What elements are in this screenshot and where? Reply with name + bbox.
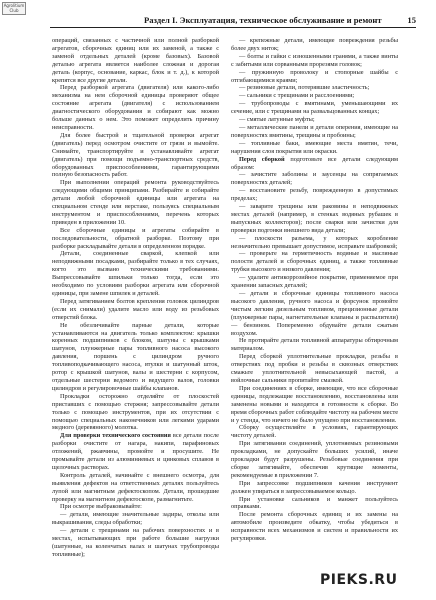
dash-list-item: — смятые латунные муфты; — [239, 116, 315, 124]
paragraph: Для более быстрой и тщательной проверки агрегат (двигатель) перед осмотром очистите от грязи и вымойте. Снимайте, транспортируйте и устанавливайте агрегат (двигатель) при помощи подъемно-транспортных средств, оборудованных приспособлениями, гарантирующими полную безопасность работ. — [52, 131, 219, 179]
left-text-column — [52, 37, 219, 592]
bold-lead-in: Перед сборкой — [239, 155, 285, 163]
paragraph-text: подготовьте все детали следующим образом: — [231, 155, 398, 171]
dash-list-item: — удалите антикоррозийное покрытие, применяемое при хранении запасных деталей; — [231, 274, 398, 290]
paragraph — [52, 432, 219, 472]
paragraph: Перед разборкой агрегата (двигателя) или какого-либо механизма на нем сборочной единицы проверяют общее состояние агрегата (двигателя) с использованием диагностического оборудования и собирают как можно больше данных о нем. Это поможет определить причину неисправности. — [52, 84, 219, 131]
dash-list-item: — сальники с трещинами и расслоениями; — [239, 92, 355, 100]
paragraph: Не протирайте детали топливной аппаратуры обтирочным материалом. — [231, 337, 398, 353]
paragraph: Детали, соединенные сваркой, клепкой или неподвижными посадками, разбирайте только в тех случаях, когто это вызвано техническими требованиями. Выпрессовывайте шпильки только тогда, если это необходимо по условиям разборки агрегата или сборочной единицы, при замене шпилек и деталей. — [52, 250, 219, 297]
dash-list-item: — детали с трещинами на рабочих поверхностях и в местах, испытывающих при работе большие нагрузки (шатунные, на коленчатых валах и шатунах трубопроводы топливные); — [52, 527, 219, 558]
page-number: 15 — [407, 15, 416, 25]
dash-list-item: — заварите трещины или раковины в неподвижных местах деталей (например, в стенках водяных рубашек в выпускных коллекторов); после сварки или зачистки для проверки подгонки внешнего вида детали; — [231, 203, 398, 234]
paragraph: При запрессовке подшипников качения инструмент должен упираться в запрессовываемое кольцо. — [231, 479, 398, 495]
dash-list-item: — топливные баки, имеющие места вмятин, течи, нарушения слоя покрытия или окраски. — [231, 139, 398, 155]
dash-list-item: — проверьте на герметичность водяные и масляные полости деталей и сборочных единиц, а также топливные трубки высокого и низкого давления; — [231, 250, 398, 274]
section-title: Раздел I. Эксплуатация, техническое обслуживание и ремонт — [144, 15, 382, 25]
site-watermark: PIEKS.RU — [320, 572, 398, 588]
paragraph: Перед сборкой уплотнительные прокладки, резьбы в отверстиях под пробки и резьбы в сквозных отверстиях смажьте уплотнительной невысыхающей пастой, а войлочные сальники пропитайте смазкой. — [231, 353, 398, 384]
paragraph — [231, 156, 398, 172]
paragraph: Перед затягиванием болтов крепления головок цилиндров (если их снимали) удалите масло или воду из резьбовых отверстий блока. — [52, 297, 219, 321]
paragraph: Контроль деталей, начинайте с внешнего осмотра, для выявления дефектов на ответственных деталях пользуйтесь лупой или магнитным дефектоскопом. Детали, прошедшие проверку на магнитном дефектоскопе, размагнитьте. — [52, 471, 219, 503]
paragraph: Прокладки осторожно отделяйте от плоскостей приставших с помощью стержня; запрессовывайте детали только с помощью инструментов, при их отсутствии с помощью специальных наконечников или легкими ударами медного (деревянного) молотка. — [52, 392, 219, 432]
paragraph: Не обезличивайте парные детали, которые устанавливаются на двигатель только комплектом: крышки коренных подшипников с блоком, шатуны с крышками шатунов, плунжерные пары топливного насоса высокого давления, поршень с цилиндром ручного топливоподкачивающего насоса, втулки и шатунный шток, ротор с крышкой шатунов, валы и шестерни с корпусом, отдельные шестерни ведомого и ведущего валов, головки цилиндров и регулировочные шайбы клапанов. — [52, 321, 219, 392]
paragraph: Сборку осуществляйте в условиях, гарантирующих чистоту деталей. — [231, 424, 398, 440]
dash-list-item: — детали, имеющие значительные задиры, отколы или выкрашивания, следы обработки; — [52, 511, 219, 527]
paragraph: При соединениях в сборке, имеющие, что все сборочные единицы, подлежащие восстановлению, восстановлены или заменены новыми и находятся в готовности к сборке. Во время сборочных работ соблюдайте чистоту на рабочем месте и у стенда, что ничего не было упущено при восстановлении. — [231, 384, 398, 424]
right-text-column — [231, 37, 398, 592]
paragraph: При выполнении операций ремонта руководствуйтесь следующими общими принципами. Разбирайте и собирайте детали любой сборочной единицы или агрегата на специальном стенде или верстаке, пользуясь специальным инструментом и приспособлениями, перечень которых приведен в приложении 10. — [52, 179, 219, 226]
paragraph: После ремонта сборочных единиц и их замены на автомобиле произведите обкатку, чтобы убедиться в исправности всех механизмов и систем и правильности их регулировки. — [231, 511, 398, 543]
dash-list-item: — болты и гайки с изношенными гранями, а также винты с забитыми или сорванными прорезями головок; — [231, 52, 398, 68]
paragraph: Все сборочные единицы и агрегаты собирайте в последовательности, обратной разборке. Поэтому при разборке раскладывайте детали в определенном порядке. — [52, 226, 219, 250]
bold-lead-in: Для проверки технического состояния — [60, 432, 171, 440]
dash-list-item: — крепежные детали, имеющие повреждения резьбы более двух ниток; — [231, 37, 398, 52]
header-rule — [50, 27, 416, 28]
dash-list-item: — детали и сборочные единицы топливного насоса высокого давления, ручного насоса и форсунок промойте чистым легким дизельным топливом, прецизионные детали (плунжерные пары, нагнетательные клапаны и распылители) — бензином. Попеременно обдувайте детали сжатым воздухом. — [231, 290, 398, 337]
dash-list-item: — трубопроводы с вмятинами, уменьшающими их сечение, или с трещинами на развальцованных концах; — [231, 100, 398, 116]
dash-list-item: — металлические панели и детали оперения, имеющие на поверхностях вмятины, трещины и пробоины; — [231, 123, 398, 139]
paragraph: При осмотре выбраковывайте: — [60, 503, 142, 511]
paragraph: При затягивании соединений, уплотняемых резиновыми прокладками, не допускайте больших усилий, иначе прокладки будут разрушены. Резьбовые соединения при сборке затягивайте, обеспечив крутящие моменты, рекомендуемые в приложении 7. — [231, 440, 398, 479]
paragraph-continuation: операций, связанных с частичной или полной разборкой агрегатов, сборочных единиц или их заменой, а также с заменой отдельных деталей (кроме базовых). Базовой деталью агрегата является наиболее сложная и дорогая деталь (корпус, основание, каркас, блок и т. д.), к которой крепятся все другие детали. — [52, 37, 219, 84]
dash-list-item: — восстановите резьбу, поврежденную в допустимых пределах; — [231, 187, 398, 203]
dash-list-item: — резиновые детали, потерявшие эластичность; — [239, 84, 370, 92]
dash-list-item: — пружинную проволоку и стопорные шайбы с отгибающимися краями; — [231, 68, 398, 84]
dash-list-item: — плоскости разъема, у которых коробление незначительно превышает допустимое, исправьте шабровкой; — [231, 234, 398, 250]
dash-list-item: — зачистите заболины и заусенцы на сопрягаемых поверхностях деталей; — [231, 171, 398, 187]
paragraph-text: все детали после разборки очистите от нагара, накипи, парафиновых отложений, ржавчины, промойте и просушите. Не промывайте детали из алюминиевых и цинковых сплавов в щелочных растворах. — [52, 432, 219, 471]
site-logo: Agrolitium Club — [3, 3, 25, 13]
paragraph: При установке сальников и манжет пользуйтесь оправками. — [231, 495, 398, 511]
